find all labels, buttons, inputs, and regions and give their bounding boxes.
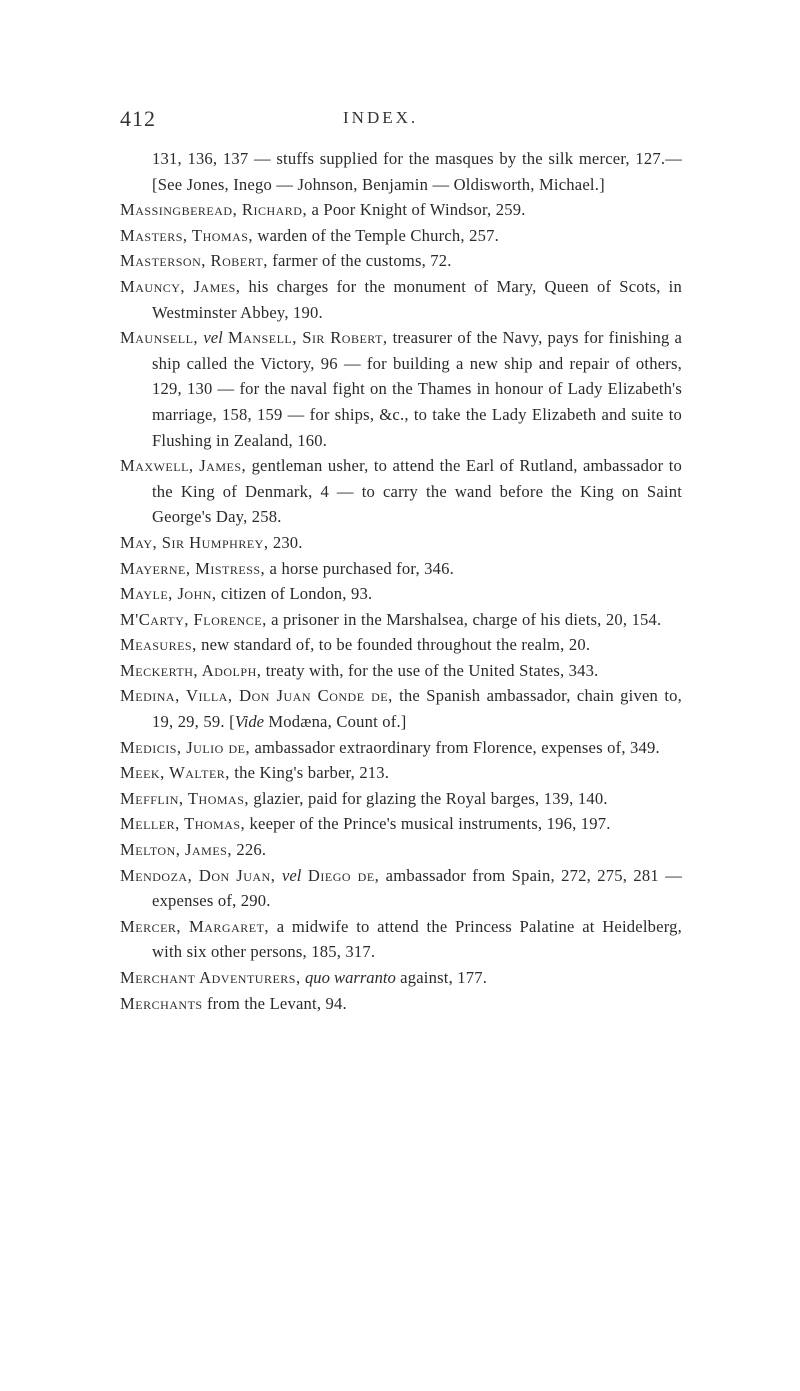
entry-text: a horse purchased for, 346. xyxy=(265,558,454,578)
entry-text: gentleman usher, to attend the Earl of Rutland, ambassador to the King of Denmark, 4 — to carry the wand before the King on Saint George's Day, 258. xyxy=(152,456,682,527)
entry-headword: Merchants xyxy=(120,993,203,1013)
index-entry xyxy=(120,632,682,658)
entry-text: warden of the Temple Church, 257. xyxy=(253,225,499,245)
entry-italic: vel xyxy=(281,865,302,885)
index-entry xyxy=(120,683,682,734)
index-entry xyxy=(120,607,682,633)
index-entry xyxy=(120,581,682,607)
entry-text: a midwife to attend the Princess Palatine at Heidelberg, with six other persons, 185, 317. xyxy=(152,916,682,962)
entry-text: a prisoner in the Marshalsea, charge of his diets, 20, 154. xyxy=(266,609,662,629)
entry-headword: Mauncy, James, xyxy=(120,276,241,296)
entry-headword: Massingberead, Richard, xyxy=(120,200,308,220)
entry-headword: Meek, Walter, xyxy=(120,763,230,783)
entry-italic: Vide xyxy=(234,712,264,732)
index-entry xyxy=(120,146,682,197)
entry-headword: Mefflin, Thomas, xyxy=(120,788,250,808)
entry-headword: Merchant Adventurers, xyxy=(120,968,301,987)
index-entry xyxy=(120,735,682,761)
index-entry xyxy=(120,325,682,453)
entry-headword: Measures, xyxy=(120,635,197,655)
index-entry xyxy=(120,760,682,786)
entry-headword: Meller, Thomas, xyxy=(120,814,246,834)
entry-text: the King's barber, 213. xyxy=(229,763,390,783)
index-entry xyxy=(120,863,682,914)
entry-headword: Maxwell, James, xyxy=(120,456,247,476)
entry-text: 230. xyxy=(268,532,303,552)
entry-text: ambassador from Spain, 272, 275, 281 — expenses of, 290. xyxy=(152,865,682,911)
index-entry xyxy=(120,914,682,965)
entry-text: farmer of the customs, 72. xyxy=(267,251,452,271)
running-head: INDEX. xyxy=(343,108,419,127)
entry-text: his charges for the monument of Mary, Queen of Scots, in Westminster Abbey, 190. xyxy=(152,276,682,322)
index-entry xyxy=(120,274,682,325)
entry-headword: Melton, James, xyxy=(120,840,233,860)
index-entries xyxy=(120,146,682,1016)
index-entry xyxy=(120,965,682,991)
entry-headword: Mayerne, Mistress, xyxy=(120,558,266,578)
index-entry xyxy=(120,248,682,274)
index-entry xyxy=(120,991,682,1017)
page-number: 412 xyxy=(120,106,156,131)
entry-headword: Diego de, xyxy=(301,865,380,885)
entry-text: a Poor Knight of Windsor, 259. xyxy=(307,200,526,220)
entry-headword: Maunsell, xyxy=(120,328,204,348)
index-entry xyxy=(120,556,682,582)
entry-headword: Mayle, John, xyxy=(120,584,217,604)
entry-headword: Masters, Thomas, xyxy=(120,225,254,245)
entry-text: treaty with, for the use of the United States, 343. xyxy=(261,660,599,680)
entry-text: treasurer of the Navy, pays for finishing a ship called the Victory, 96 — for building a new ship and repair of others, 129, 130 — for the naval fight on the Thames in honour of Lady Elizabeth's marriage, 158, 159 — for ships, &c., to take the Lady Elizabeth and suite to Flushing in Zealand, 160. xyxy=(152,328,683,450)
entry-headword: Masterson, Robert, xyxy=(120,251,268,271)
index-entry xyxy=(120,197,682,223)
entry-text: keeper of the Prince's musical instruments, 196, 197. xyxy=(245,814,611,834)
entry-text: new standard of, to be founded throughout the realm, 20. xyxy=(196,635,591,655)
entry-headword: Meckerth, Adolph, xyxy=(120,660,262,680)
index-entry xyxy=(120,530,682,556)
entry-headword: Medicis, Julio de, xyxy=(120,737,251,757)
entry-text: glazier, paid for glazing the Royal barges, 139, 140. xyxy=(249,788,608,808)
entry-text: ambassador extraordinary from Florence, expenses of, 349. xyxy=(250,737,660,757)
entry-text: citizen of London, 93. xyxy=(216,584,373,604)
index-entry xyxy=(120,658,682,684)
entry-headword: Mendoza, Don Juan, xyxy=(120,865,282,885)
entry-italic: vel xyxy=(203,328,223,348)
entry-headword: Mercer, Margaret, xyxy=(120,916,270,936)
page-header xyxy=(0,106,800,136)
entry-text: against, 177. xyxy=(395,968,488,987)
entry-headword: M'Carty, Florence, xyxy=(120,609,267,629)
entry-headword: May, Sir Humphrey, xyxy=(120,532,269,552)
index-entry xyxy=(120,786,682,812)
entry-text: Modæna, Count of.] xyxy=(264,712,407,732)
entry-text: from the Levant, 94. xyxy=(202,993,347,1013)
entry-headword: Mansell, Sir Robert, xyxy=(222,328,388,348)
index-entry xyxy=(120,453,682,530)
index-entry xyxy=(120,837,682,863)
index-entry xyxy=(120,223,682,249)
entry-text: 131, 136, 137 — stuffs supplied for the masques by the silk mercer, 127.—[See Jones, Inego — Johnson, Benjamin — Oldisworth, Michael.] xyxy=(152,149,682,194)
entry-headword: Medina, Villa, Don Juan Conde de, xyxy=(120,686,393,706)
entry-italic: quo warranto xyxy=(304,968,396,987)
index-entry xyxy=(120,811,682,837)
entry-text: the Spanish ambassador, chain given to, 19, 29, 59. [ xyxy=(152,686,683,732)
entry-text: 226. xyxy=(232,840,267,860)
